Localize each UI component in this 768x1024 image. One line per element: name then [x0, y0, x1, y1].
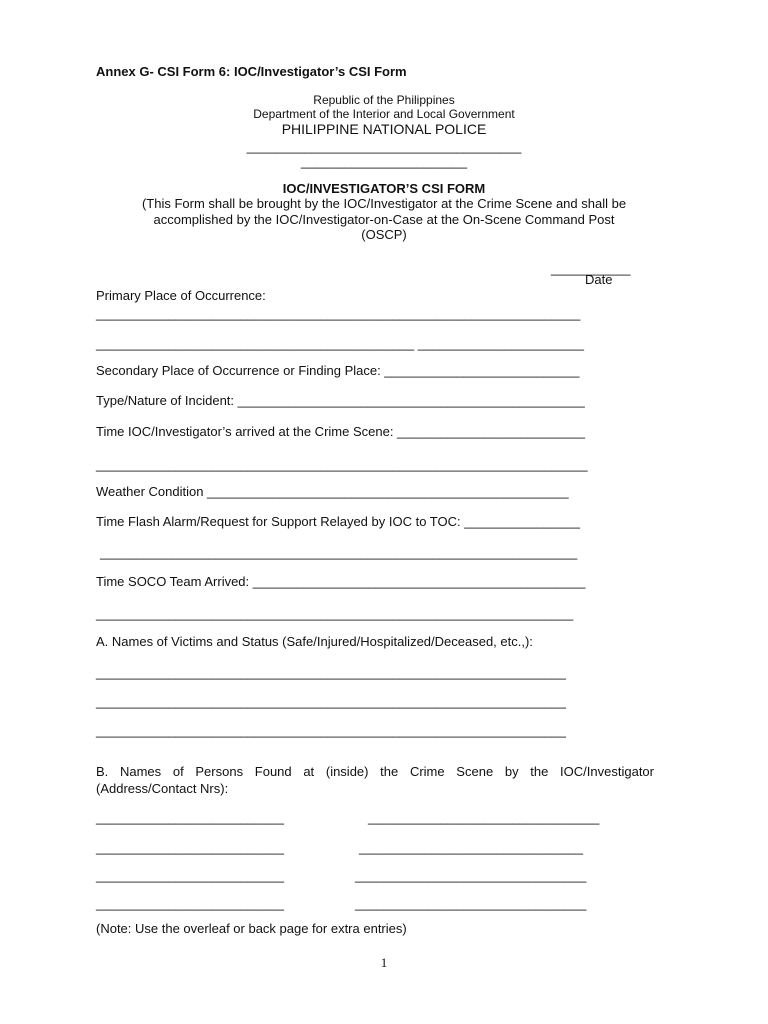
date-field[interactable]: ___________	[551, 261, 631, 276]
instruction-line: (This Form shall be brought by the IOC/Investigator at the Crime Scene and shall be	[141, 196, 627, 211]
victims-section-label: A. Names of Victims and Status (Safe/Injured/Hospitalized/Deceased, etc.,):	[96, 634, 533, 649]
person-name-line[interactable]: __________________________	[96, 868, 284, 883]
flash-alarm-field[interactable]: Time Flash Alarm/Request for Support Relayed by IOC to TOC: ________________	[96, 514, 580, 529]
soco-extra-line[interactable]: __________________________________________________________________	[96, 606, 574, 621]
incident-type-field[interactable]: Type/Nature of Incident: ________________________________________________	[96, 393, 585, 408]
victim-line[interactable]: _________________________________________________________________	[96, 723, 566, 738]
person-contact-line[interactable]: ________________________________	[355, 868, 587, 883]
victim-line[interactable]: _________________________________________________________________	[96, 694, 566, 709]
person-name-line[interactable]: __________________________	[96, 810, 284, 825]
page-number: 1	[380, 955, 388, 970]
persons-found-label: B. Names of Persons Found at (inside) the Crime Scene by the IOC/Investigator (Address/Contact Nrs):	[96, 764, 654, 796]
primary-place-field[interactable]: ___________________________________________________________________	[96, 306, 581, 321]
victim-line[interactable]: _________________________________________________________________	[96, 665, 566, 680]
secondary-place-field[interactable]: Secondary Place of Occurrence or Finding Place: ___________________________	[96, 363, 580, 378]
department-header: Department of the Interior and Local Government	[253, 107, 515, 121]
time-arrived-extra-line[interactable]: ____________________________________________________________________	[96, 457, 588, 472]
person-contact-line[interactable]: _______________________________	[359, 840, 584, 855]
instruction-line: accomplished by the IOC/Investigator-on-Case at the On-Scene Command Post	[153, 211, 615, 227]
agency-header: PHILIPPINE NATIONAL POLICE	[281, 121, 487, 137]
person-contact-line[interactable]: ________________________________	[355, 896, 587, 911]
instruction-line: (OSCP)	[361, 227, 407, 242]
form-instructions	[0, 196, 768, 243]
soco-arrival-field[interactable]: Time SOCO Team Arrived: ______________________________________________	[96, 574, 586, 589]
republic-header: Republic of the Philippines	[313, 93, 455, 107]
unit-blank-line: _______________________	[300, 154, 468, 169]
annex-title: Annex G- CSI Form 6: IOC/Investigator’s CSI Form	[96, 64, 407, 79]
flash-alarm-extra-line[interactable]: __________________________________________________________________	[100, 545, 578, 560]
date-label: Date	[585, 272, 613, 287]
person-name-line[interactable]: __________________________	[96, 896, 284, 911]
office-blank-line: ______________________________________	[246, 139, 522, 154]
overleaf-note: (Note: Use the overleaf or back page for extra entries)	[96, 921, 407, 936]
person-name-line[interactable]: __________________________	[96, 840, 284, 855]
primary-place-field-2[interactable]: ____________________________________________ _______________________	[96, 336, 585, 351]
person-contact-line[interactable]: ________________________________	[368, 810, 600, 825]
primary-place-label: Primary Place of Occurrence:	[96, 288, 266, 303]
time-arrived-field[interactable]: Time IOC/Investigator’s arrived at the Crime Scene: __________________________	[96, 424, 586, 439]
form-title: IOC/INVESTIGATOR’S CSI FORM	[282, 181, 486, 196]
weather-field[interactable]: Weather Condition __________________________________________________	[96, 484, 569, 499]
